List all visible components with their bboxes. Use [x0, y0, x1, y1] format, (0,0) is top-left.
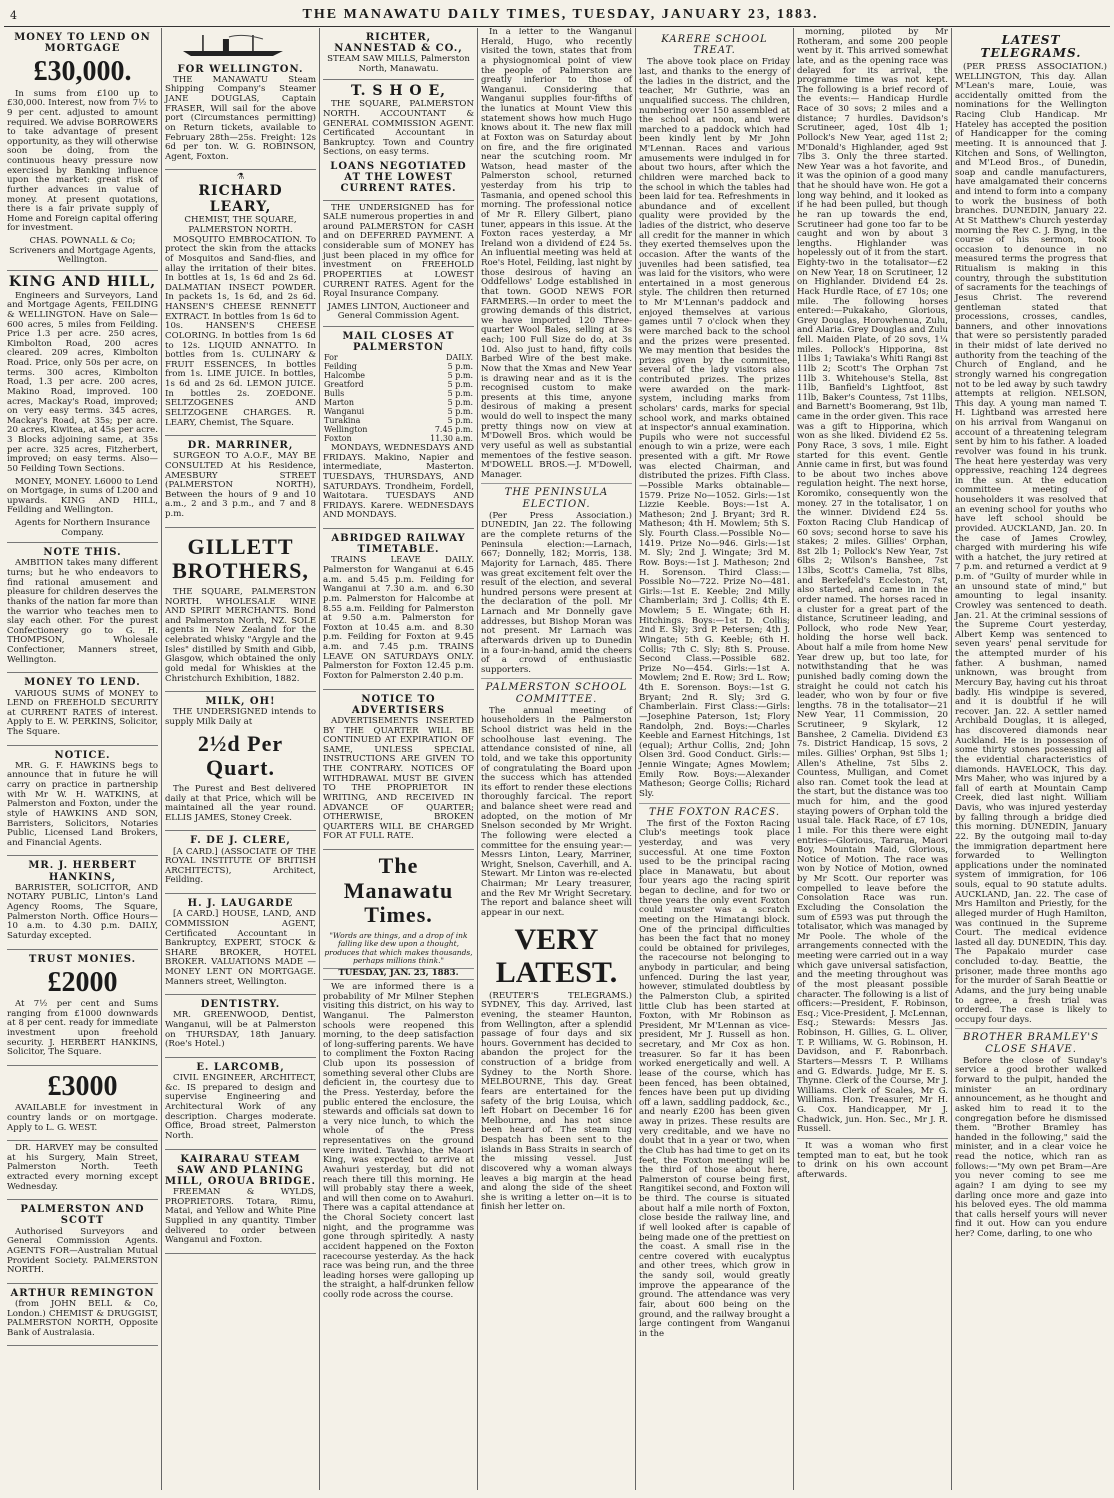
rail-text: TRAINS LEAVE DAILY. Palmerston for Wanganui at 6.45 a.m. and 5.45 p.m. Feilding for Wanganui at 7.30 a.m. and 6.30 p.m. Palmerston for Halcombe at 8.55 a.m. Feilding for Palmerston at 9.50 a.m. Palmerston for Foxton at 10.45 a.m. and 8.30 p.m. Feilding for Foxton at 9.45 a.m. and 7.45 p.m. TRAINS LEAVE ON SATURDAYS ONLY. Palmerston for Foxton 12.45 p.m. Foxton for Palmerston 2.40 p.m. — [323, 555, 474, 681]
local-news-text: In a letter to the Wanganui Herald, Hugo, who recently visited the town, states that from a physiognomical point of view the people of Palmerston are greatly inferior to those of Wanganui. Considering that Wanganui supplies four-fifths of the lunatics at Mount View this statement shows how much Hugo knows about it. The new flax mill at Foxton was on Saturday about on fire, and the fire originated near the scutching room. Mr Watson, head master of the Palmerston school, returned yesterday from his trip to Tasmania, and opened school this morning. The professional notice of Mr R. Ellery Gilbert, piano tuner, appears in this issue. At the Foxton races yesterday, a Mr Ireland won a dividend of £24 5s. An influential meeting was held at Roe's Hotel, Feilding, last night by those desirous of having an Oddfellows' Lodge established in that town. GOOD NEWS FOR FARMERS.—In order to meet the growing demands of this district, we have imported 120 Three-quarter Wool Bales, selling at 3s each; 100 Full Size do do, at 3s 10d. Also just to hand, fifty coils Barbed Wire of the best make. Now that the Xmas and New Year is drawing near and as it is the recognised custom to make presents at this time, anyone desirous of making a present would do well to inspect the many pretty things now on view at M'Dowell Bros. which would be very useful as well as substantial mementoes of the festive season. M'DOWELL BROS.—J. M'Dowell, Manager. — [481, 28, 632, 480]
laugarde-text: [A CARD.] HOUSE, LAND, AND COMMISSION AGENT, Certificated Accountant in Bankruptcy, EXPERT, STOCK & SHARE BROKER, HOTEL BROKER. VALUATIONS MADE — MONEY LENT ON MORTGAGE. Manners street, Wellington. — [165, 909, 316, 987]
note-title: NOTE THIS. — [43, 547, 122, 559]
mail-destination: Turakina — [324, 416, 361, 426]
mail-table — [323, 354, 474, 444]
column-7 — [952, 28, 1110, 1490]
remington-title: ARTHUR REMINGTON — [10, 1287, 155, 1299]
peninsula-text: (Per Press Association.) DUNEDIN, Jan 22. The following are the complete returns of the Peninsula election:—Larnach, 667; Donnelly, 182; Morris, 138. Majority for Larnach, 485. There was great excitement felt over the result of the election, and several hundred persons were present at the declaration of the poll. Mr Larnach and Mr Donnelly gave addresses, but Bishop Moran was not present. Mr Larnach was afterwards driven up to Dunedin in a four-in-hand, amid the cheers of a crowd of enthusiastic supporters. — [481, 510, 632, 675]
shoe-text: THE SQUARE, PALMERSTON NORTH. ACCOUNTANT & GENERAL COMMISSION AGENT. Certificated Accountant in Bankruptcy. Town and Country Sections, on easy terms. — [323, 99, 474, 158]
school-text: The annual meeting of householders in the Palmerston School district was held in the schoolhouse last evening. The attendance consisted of nine, all told, and we take this opportunity of congratulating the Board upon the success which has attended its effort to render these elections thoroughly farcical. The report and balance sheet were read and adopted, on the motion of Mr Snelson seconded by Mr Wright. The following were elected a committee for the ensuing year:—Messrs Linton, Leary, Marriner, Wright, Snelson, Caverhill, and A. Stewart. Mr Linton was re-elected Chairman; Mr Leary treasurer, and the Rev Mr Wright Secretary. The report and balance sheet will appear in our next. — [481, 705, 632, 918]
gillett-title: GILLETT BROTHERS, — [172, 533, 309, 584]
very-latest-text: (REUTER'S TELEGRAMS.) SYDNEY, This day. Arrived, last evening, the steamer Haunton, from Wellington, after a splendid passage of four days and six hours. Government has decided to abandon the project for the construction of a bridge from Sydney to the North Shore. MELBOURNE, This day. Great fears are entertained for the safety of the brig Louisa, which left Hobart on December 16 for Melbourne, and has not since been heard of. The steam tug Despatch has been sent to the islands in Bass Straits in search of the missing vessel. Just discovered why a woman always leaves a big margin at the head and along the side of the sheet she is writing a letter on—it is to finish her letter on. — [481, 990, 632, 1213]
kairarau-title: KAIRARAU STEAM SAW AND PLANING MILL, OROUA BRIDGE. — [165, 1153, 316, 1187]
mail-destination: Foxton — [324, 434, 352, 444]
very-latest-title: VERY LATEST. — [495, 922, 618, 990]
notice-ad — [7, 746, 158, 857]
remington-ad — [7, 1284, 158, 1347]
richter-title: RICHTER, NANNESTAD & CO., — [334, 32, 463, 55]
telegrams-text: (PER PRESS ASSOCIATION.) WELLINGTON, This day. Allan M'Lean's mare, Louie, was accidentally omitted from the nominations for the Wellington Racing Club Handicap. Mr Hateley has accepted the position of Handicapper for the coming meeting. It is announced that J. Kitchen and Sons, of Wellington, and M'Leod Bros., of Dunedin, soap and candle manufacturers, have amalgamated their concerns and intend to form into a company to work the business of both branches. DUNEDIN, January 22. At St Matthew's Church yesterday morning the Rev C. J. Byng, in the course of his sermon, took occasion to denounce in no measured terms the progress that Ritualism is making in this country, through the substitution of sacraments for the teachings of Jesus Christ. The reverend gentleman stated that processions, crosses, candles, banners, and other innovations that were so persistently paraded in their midst of late derived no authority from the teaching of the Church of England, and he strongly warned his congregation not to be led away by such tawdry attempts at religion. NELSON, This day. A young man named T. H. Lightband was arrested here on his arrival from Wanganui on account of a threatening telegram sent by him to his father. A loaded revolver was found in his trunk. The heat here yesterday was very oppressive, reaching 124 degrees in the sun. At the education committee meeting of householders it was resolved that an evening school for youths who have left school should be provided. AUCKLAND, Jan. 20. In the case of James Crowley, charged with murdering his wife with a hatchet, the jury retired at 7 p.m. and returned a verdict at 9 p.m. of "Guilty of murder while in an unsound state of mind," but amounting to legal insanity. Crowley was sentenced to death. Jan. 21. At the criminal sessions of the Supreme Court yesterday, Albert Kemp was sentenced to seven years' penal servitude for the attempted murder of his father. A bushman, named unknown, was brought from Mercury Bay, having cut his throat badly. His windpipe is severed, and it is doubtful if he will recover. Jan. 22. A settler named Archibald Douglas, it is alleged, has discovered diamonds near Auckland. He is in possession of some thirty stones possessing all the evidential characteristics of diamonds. HAVELOCK, This day. Mrs Maher, who was injured by a fall of earth at Mountain Camp Creek, died last night. William Davis, who was injured yesterday by falling through a bridge died this morning. DUNEDIN, January 22. By the outgoing mail to-day the immigration department here forwarded to Wellington applications under the nominated system of immigration, for 106 souls, equal to 90 statute adults. AUCKLAND, Jan. 22. The case of Mrs Hamilton and Priestly, for the alleged murder of Hugh Hamilton, was continued in the Supreme Court. The medical evidence lasted all day. DUNEDIN, This day. The Papakaio murder case concluded to-day. Beattie, the prisoner, made three months ago for the murder of Sarah Beattie or Adams, and the jury being unable to agree, a fresh trial was ordered. The case is likely to occupy four days. — [955, 61, 1107, 1025]
trust-text: At 7½ per cent and Sums ranging from £1000 downwards at 8 per cent. ready for immediate investment upon freehold security. J. HERBERT HANKINS, Solicitor, The Square. — [7, 999, 158, 1058]
rail-title: ABRIDGED RAILWAY TIMETABLE. — [331, 533, 466, 556]
mtl-title: MONEY TO LEND. — [24, 677, 141, 689]
mail-time: 5 p.m. — [447, 389, 473, 399]
money-to-lend-ad — [7, 673, 158, 745]
larcomb-text: CIVIL ENGINEER, ARCHITECT, &c. IS prepared to design and supervise Engineering and Architectural Work of any description. Charges moderate. Office, Broad street, Palmerston North. — [165, 1073, 316, 1141]
marriner-ad — [165, 436, 316, 528]
note-this-ad — [7, 543, 158, 673]
harvey-ad — [7, 1141, 158, 1200]
avail-amount: £3000 — [47, 1070, 118, 1102]
money-ad-amount: £30,000. — [33, 56, 132, 88]
advertisers-ad — [323, 690, 474, 851]
king-hill-title: KING AND HILL, — [8, 273, 157, 290]
mail-destination: For — [324, 353, 338, 363]
mortar-icon: ⚗ — [236, 172, 245, 183]
dentistry-title: DENTISTRY. — [200, 999, 281, 1011]
mail-destination: Greatford — [324, 380, 364, 390]
columns — [4, 28, 1110, 1490]
mail-time: 5 p.m. — [447, 407, 473, 417]
leary-title: RICHARD LEARY, — [198, 183, 283, 215]
masthead-title: THE MANAWATU DAILY TIMES, TUESDAY, JANUARY 23, 1883. — [302, 7, 819, 22]
clere-ad — [165, 831, 316, 894]
larcomb-ad — [165, 1058, 316, 1150]
mail-time: 5 p.m. — [447, 362, 473, 372]
mail-destination: Halcombe — [324, 371, 366, 381]
column-1 — [4, 28, 162, 1490]
rail-ad — [323, 529, 474, 690]
paper-date: TUESDAY, JAN. 23, 1883. — [323, 968, 474, 980]
kairarau-text: FREEMAN & WYLDS, PROPRIETORS. Totara, Rimu, Matai, and Yellow and White Pine Supplied in any quantity. Timber delivered to order between Wanganui and Foxton. — [165, 1187, 316, 1246]
paper-text: We are informed there is a probability of Mr Milner Stephen visiting this district, on his way to Wanganui. The Palmerston schools were reopened this morning, to the deep satisfaction of long-suffering parents. We have to compliment the Foxton Racing Club upon its possession of something several other Clubs are deficient in, the courtesy due to the Press. Yesterday, before the public entered the enclosure, the stewards and officials sat down to a very nice lunch, to which the whole of the Press representatives on the ground were invited. Tawhiao, the Maori King, was expected to arrive at Awahuri yesterday, but did not reach there till this morning. He will probably stay there a week, and will then come on to Awahuri. There was a capital attendance at the Choral Society concert last night, and the programme was gone through spiritedly. A nasty accident happened on the Foxton racecourse yesterday. As the hack race was being run, and the three leading horses were galloping up the straight, a half-drunken fellow coolly rode across the course. — [323, 982, 474, 1301]
hankins-title: MR. J. HERBERT HANKINS, — [28, 860, 137, 883]
foxton-title: THE FOXTON RACES. — [639, 803, 790, 818]
money-ad-sign: CHAS. POWNALL & Co; Scriveners and Mortgage Agents, Wellington. — [9, 236, 156, 266]
bramley-text: Before the close of Sunday's service a good brother walked forward to the pulpit, handed the minister an ordinary announcement, as he thought and asked him to read it to the congregation before he dismissed them. "Brother Bramley has handed in the following," said the minister, and in a clear voice he read the notice, which ran as follows:—"My own pet Bram—Are you never coming to see me again? I am dying to see my darling once more and gaze into his beloved eyes. The old mamma that calls herself yours will never find it out. How can you endure her? Come, darling, to one who — [955, 1055, 1107, 1239]
notice-title: NOTICE. — [54, 749, 111, 761]
shoe-ad — [323, 80, 474, 201]
remington-text: (from JOHN BELL & Co, London.) CHEMIST & DRUGGIST, PALMERSTON NORTH, Opposite Bank of Australasia. — [7, 1298, 158, 1338]
page-number: 4 — [10, 8, 17, 22]
shoe-title: T. S H O E, — [350, 82, 447, 99]
mail-time: 5 p.m. — [447, 371, 473, 381]
mail-time: 11.30 a.m. — [430, 434, 473, 444]
gillett-text: THE SQUARE, PALMERSTON NORTH. WHOLESALE WINE AND SPIRIT MERCHANTS. Bond and Palmerston North, NZ. SOLE agents in New Zealand for the celebrated whisky "Argyle and the Isles" distilled by Smith and Gibb, Glasgow, which obtained the only gold medal for Whiskies at the Christchurch Exhibition, 1882. — [165, 586, 316, 684]
ps-text: Authorised Surveyors and General Commission Agents. AGENTS FOR—Australian Mutual Provident Society. PALMERSTON NORTH. — [7, 1226, 158, 1276]
foxton-continued: morning, piloted by Mr Rotheram, and some 200 people went by it. This arrived somewhat late, and as the opening race was delayed for its arrival, the programme time was not kept. The following is a brief record of the events:— Handicap Hurdle Race of 30 sovs; 2 miles and a distance; 7 hurdles. Davidson's Scrutineer, aged, 10st 4lb 1; Pollock's New Year, aged 11st 2; M'Donald's Highlander, aged 9st 7lbs 3. Only the three started. New Year was a hot favorite, and it was the opinion of a good many that he should have won. He got a long way behind, and it looked as if he had been pulled, but though he ran up towards the end, Scrutineer had gone too far to be caught and won by about 3 lengths. Highlander was hopelessly out of it from the start. Eighty-two in the totalisator—£2 on New Year, 18 on Scrutineer, 12 on Highlander. Dividend £4 2s. Hack Hurdle Race, of £7 10s; one mile. The following horses entered:—Pukakaho, Glorious, Grey Douglas, Horowhenua, Zulu, and Alaria. Grey Douglas and Zulu fell. Maiden Plate, of 20 sovs, 1¼ miles. Pollock's Hipporina, 8st 11lbs 1; Tawiaka's Whiti Rangi 8st 11lb 2; Scott's The Orphan 7st 11lb 3. Whitehouse's Stella, 8st 11lb, Banfield's Lightfoot, 8st 11lb, Baker's Countess, 7st 11lbs, and Barnett's Boomerang, 9st 1lb, came in the order given. This race was a gift to Hipporina, which won as she liked. Dividend £2 5s. Pony Race, 3 sovs, 1 mile. Eight started for this event. Gentle Annie came in first, but was found to be about two inches above regulation height. The next horse, Koromiko, consequently won the money. 27 in the totalisator, 1 on the winner. Dividend £24 5s. Foxton Racing Club Handicap of 60 sovs; second horse to save his stakes; 2 miles. Gillies' Orphan, 8st 2lb 1; Pollock's New Year, 7st 6lbs 2; Wilson's Banshee, 7st 13lbs, Scott's Camelia, 7st 8lbs, and Berkefeld's Eccleston, 7st, also started, and came in in the order named. The horses raced in a cluster for a great part of the distance, Scrutineer leading, and Pollock, who rode New Year, holding the horse well back. About half a mile from home New Year drew up, but too late, for notwithstanding that he was punished badly coming down the straight he could not catch his leader, who won by four or five lengths. 78 in the totalisator—21 New Year, 11 Commission, 20 Scrutineer, 9 Skylark, 12 Banshee, 2 Camelia. Dividend £3 7s. District Handicap, 15 sovs, 2 miles. Gillies' Orphan, 9st 5lbs 1; Allen's Atheline, 7st 5lbs 2. Countess, Mulligan, and Comet also ran. Comet took the lead at the start, but the distance was too much for him, and the good staying powers of Orphan told the usual tale. Hack Race, of £7 10s, 1 mile. For this there were eight entries—Glorious, Tararua, Maori Boy, Mountain Maid, Glorious, Notice of Motion. The race was won by Notice of Motion, owned by Mr Scott. Our reporter was compelled to leave before the Consolation Race was run. Excluding the Consolation the sum of £593 was put through the totalisator, which was managed by Mr Poole. The whole of the arrangements connected with the meeting were carried out in a way which gave universal satisfaction, and the meeting throughout was of the most pleasant possible character. The following is a list of officers:—President, F. Robinson, Esq.; Vice-President, J. McLennan, Esq.; Stewards: Messrs Jas. Robinson, H. Gillies, G. L. Oliver, T. P. Williams, W. G. Robinson, H. Davidson, and F. Rabonrbach. Starters—Messrs T. P. Williams and G. Edwards. Judge, Mr E. S. Thynne. Clerk of the Course, Mr J. Williams. Clerk of Scales, Mr G. Williams. Hon. Treasurer, Mr H. G. Cox. Handicapper, Mr J. Chadwick, jun. Hon. Sec., Mr J. R. Russell. — [797, 28, 948, 1135]
leary-items: MOSQUITO EMBROCATION. To protect the skin from the attacks of Mosquitos and Sand-flies, and allay the irritation of their bites. In bottles at 1s, 1s 6d and 2s 6d. DALMATIAN INSECT POWDER. In packets 1s, 1s 6d, and 2s 6d. HANSEN'S CHEESE RENNETT EXTRACT. In bottles from 1s 6d to 10s. HANSEN'S CHEESE COLORING. In bottles from 1s 6d to 12s. LIQUID ANNATTO. In bottles from 1s. CULINARY & FRUIT ESSENCES, In bottles from 1s. LIME JUICE. In bottles, 1s 6d and 2s 6d. LEMON JUICE. In bottles 2s. ZOEDONE. SELTZOGENES AND SELTZOGENE CHARGES. R. LEARY, Chemist, The Square. — [165, 234, 316, 428]
mail-destination: Marton — [324, 398, 354, 408]
king-hill-text: Engineers and Surveyors, Land and Mortgage Agents, FEILDING & WELLINGTON. Have on Sale— 600 acres, 5 miles from Feilding. Price 1.3 per acre. 250 acres, Kimbolton Road, 200 acres cleared. 209 acres, Kimbolton Road. Price, only 50s per acre, on terms. 300 acres, Kimbolton Road, 1.3 per acre. 200 acres, Makino Road, improved. 100 acres, Mackay's Road, improved; on very easy terms. 345 acres, Mackay's Road, at 35s; per acre. 20 acres, Kiwitea, at 45s per acre. 3 Blocks adjoining same, at 35s per acre. 325 acres, Fitzherbert, improved; on easy terms. Also—50 Feilding Town Sections. — [7, 290, 158, 474]
gillett-ad — [165, 528, 316, 693]
loans-title: LOANS NEGOTIATED AT THE LOWEST CURRENT RATES. — [330, 161, 467, 195]
mail-destination: Feilding — [324, 362, 357, 372]
larcomb-title: E. LARCOMB, — [196, 1061, 285, 1073]
mail-time: 5 p.m. — [447, 398, 473, 408]
avail-text: AVAILABLE for investment in country lands or on mortgage. Apply to L. G. WEST. — [7, 1103, 158, 1133]
marriner-text: SURGEON TO A.O.F., MAY BE CONSULTED At his Residence, AMESBURY STREET (PALMERSTON NORTH), Between the hours of 9 and 10 a.m., 2 and 3 p.m., and 7 and 8 p.m. — [165, 451, 316, 520]
ship-title: FOR WELLINGTON. — [177, 63, 304, 75]
king-hill-money: MONEY, MONEY. L6000 to Lend on Mortgage, in sums of L200 and upwards. KING AND HILL, Feilding and Wellington. — [7, 476, 158, 516]
mail-ad — [323, 327, 474, 529]
column-6 — [794, 28, 952, 1490]
column-2 — [162, 28, 320, 1490]
mail-time: 5 p.m. — [447, 380, 473, 390]
paper-title: The Manawatu Times. — [343, 853, 454, 928]
mail-time: DAILY. — [446, 353, 473, 363]
laugarde-ad — [165, 894, 316, 995]
newspaper-page — [4, 4, 1110, 1490]
leary-ad — [165, 170, 316, 436]
clere-text: [A CARD.] (ASSOCIATE OF THE ROYAL INSTITUTE OF BRITISH ARCHITECTS), Architect, Feilding. — [165, 846, 316, 886]
milk-title: MILK, OH! — [205, 696, 276, 708]
notice-text: MR. G. F. HAWKINS begs to announce that in future he will carry on practice in partnership with Mr W. H. WATKINS, at Palmerston and Foxton, under the style of HAWKINS AND SON, Barristers, Solicitors, Notaries Public, Licensed Land Brokers, and Financial Agents. — [7, 760, 158, 848]
richter-text: STEAM SAW MILLS, Palmerston North, Manawatu. — [327, 54, 470, 74]
kairarau-ad — [165, 1150, 316, 1254]
avail-ad — [7, 1066, 158, 1141]
paper-motto: "Words are things, and a drop of ink falling like dew upon a thought, produces that which makes thousands, perhaps millions think." — [324, 930, 473, 966]
ship-text: THE MANAWATU Steam Shipping Company's Steamer JANE DOUGLAS, Captain FRASER, Will sail for the above port (Circumstances permitting) on Return tickets, available to February 28th—25s. Freight: 12s 6d per ton. W. G. ROBINSON, Agent, Foxton. — [165, 74, 316, 162]
king-hill-ad — [7, 271, 158, 543]
ps-title: PALMERSTON AND SCOTT — [20, 1204, 145, 1227]
mail-time: 5 p.m. — [447, 416, 473, 426]
ps-ad — [7, 1200, 158, 1284]
editorial — [323, 854, 474, 1301]
column-5 — [636, 28, 794, 1490]
dentistry-ad — [165, 995, 316, 1058]
mail-destination: Bulls — [324, 389, 345, 399]
mail-title: MAIL CLOSES AT PALMERSTON — [342, 331, 455, 354]
linton-ad — [323, 201, 474, 328]
laugarde-title: H. J. LAUGARDE — [187, 898, 294, 910]
karere-text: The above took place on Friday last, and thanks to the energy of the ladies in the district, and the teacher, Mr Guthrie, was an unqualified success. The children, numbering over 150 assembled at the school at noon, and were marched to a paddock which had been kindly lent by Mr John M'Lennan. Races and various amusements were indulged in for about two hours, after which the children were marched back to the school in which the tables had been laid for tea. Refreshments in abundance and of excellent quality were provided by the ladies of the district, who deserve all credit for the manner in which they exerted themselves upon the occasion. After the wants of the juveniles had been satisfied, tea was laid for the visitors, who were entertained in a most generous style. The children then returned to Mr M'Lennan's paddock and enjoyed themselves at various games until 7 o'clock when they were marched back to the school and the prizes were presented. We may mention that besides the prizes given by the committee, several of the lady visitors also contributed prizes. The prizes were awarded on the mark-system, including marks from scholars' cards, marks for special school work, and marks obtained at inspector's annual examination. Pupils who were not successful enough to win a prize, were each presented with a gift. Mr Rowe was elected Chairman, and distributed the prizes. Fifth Class.—Possible Marks obtainable—1579. Prize No—1052. Girls:—1st Lizzie Keeble. Boys:—1st A. Matheson; 2nd J. Bryant; 3rd R. Matheson; 4th H. Mowlem; 5th S. Sly. Fourth Class.—Possible No—1419. Prize No—946. Girls:—1st M. Sly; 2nd J. Wingate; 3rd M. Row. Boys:—1st J. Matheson; 2nd H. Sorenson. Third Class:—Possible No—722. Prize No—481. Girls:—1st E. Keeble; 2nd Milly Chamberlain; 3rd J. Collis; 4th E. Mowlem; 5 E. Wingate; 6th H. Hitchings. Boys:—1st D. Collis; 2nd E. Sly; 3rd P. Petersen; 4th J. Wingate; 5th G. Keeble; 6th H. Collis; 7th C. Sly; 8th S. Prouse. Second Class.—Possible 682. Prize No—454. Girls:—1st A. Mowlem; 2nd E. Row; 3rd L. Row; 4th E. Sorenson. Boys:—1st G. Bryant; 2nd R. Sly; 3rd G. Chamberlain. First Class:—Girls:—Josephine Paterson, 1st; Flory Randolph, 2nd. Boys:—Charles Keeble and Earnest Hitchings, 1st (equal); Arthur Collis, 2nd; John Olsen 3rd. Good Conduct. Girls:—Jennie Wingate; Agnes Mowlem; Emily Row. Boys:—Alexander Matheson; George Collis; Richard Sly. — [639, 57, 790, 799]
adv-title: NOTICE TO ADVERTISERS — [351, 693, 446, 716]
masthead — [4, 4, 1110, 27]
note-text: AMBITION takes many different turns; but he who endeavors to find rational amusement and pleasure for children deserves the thanks of the nation far more than the warrior who teaches men to slay each other. For the purest Confectionery go to G. H. THOMPSON, Wholesale Confectioner, Manners street, Wellington. — [7, 558, 158, 665]
marriner-title: DR. MARRINER, — [187, 440, 294, 452]
money-ad — [7, 28, 158, 271]
column-4 — [478, 28, 636, 1490]
telegrams-title: LATEST TELEGRAMS. — [980, 33, 1082, 61]
mail-destination: Wanganui — [324, 407, 365, 417]
leary-text: CHEMIST, THE SQUARE, PALMERSTON NORTH. — [184, 215, 297, 236]
richter-ad — [323, 28, 474, 80]
mail-text: MONDAYS, WEDNESDAYS AND FRIDAYS. Makino, Napier and intermediate, Masterton. TUESDAYS, THURSDAYS, AND SATURDAYS. Trondheim, Fordell, Waitotara. TUESDAYS AND FRIDAYS. Karere. WEDNESDAYS AND MONDAYS. — [323, 443, 474, 521]
peninsula-title: THE PENINSULA ELECTION. — [481, 483, 632, 509]
dentistry-text: MR. GREENWOOD, Dentist, Wanganui, will be at Palmerston on THURSDAY, 18th January. (Roe's Hotel.) — [165, 1010, 316, 1050]
money-ad-title: MONEY TO LEND ON MORTGAGE — [14, 32, 151, 55]
steamship-icon — [165, 33, 301, 57]
ship-ad — [165, 28, 316, 170]
linton-sign: JAMES LINTON, Auctioneer and General Commission Agent. — [327, 301, 470, 322]
trust-ad — [7, 950, 158, 1066]
king-hill-agents: Agents for Northern Insurance Company. — [15, 518, 150, 538]
karere-title: KARERE SCHOOL TREAT. — [661, 34, 768, 57]
milk-price: 2½d Per Quart. — [197, 730, 284, 781]
trust-title: TRUST MONIES. — [28, 953, 137, 965]
clere-title: F. DE J. CLERE, — [190, 835, 291, 847]
mail-time: 7.45 p.m. — [434, 425, 473, 435]
harvey-text: DR. HARVEY may be consulted at his Surgery, Main Street, Palmerston North. Teeth extracted every morning except Wednesday. — [7, 1143, 158, 1192]
mail-destination: Wellington — [324, 425, 368, 435]
school-title: PALMERSTON SCHOOL COMMITTEE. — [481, 678, 632, 704]
hankins-text: BARRISTER, SOLICITOR, AND NOTARY PUBLIC, Linton's Land Agency Rooms, The Square, Palmerston North. Office Hours—10 a.m. to 4.30 p.m. DAILY, Saturday excepted. — [7, 882, 158, 941]
mtl-text: VARIOUS SUMS of MONEY to LEND on FREEHOLD SECURITY at CURRENT RATES of interest. Apply to E. W. PERKINS, Solicitor, The Square. — [7, 688, 158, 738]
milk-text2: The Purest and Best delivered daily at that Price, which will be maintained all the year round. ELLIS JAMES, Stoney Creek. — [165, 783, 316, 823]
adv-text: ADVERTISEMENTS INSERTED BY THE QUARTER WILL BE CONTINUED AT EXPIRATION OF SAME, UNLESS SPECIAL INSTRUCTIONS ARE GIVEN TO THE CONTRARY. NOTICES OF WITHDRAWAL MUST BE GIVEN TO THE PROPRIETOR IN WRITING, AND RECEIVED IN ADVANCE OF QUARTER; OTHERWISE, BROKEN QUARTERS WILL BE CHARGED FOR AT FULL RATE. — [323, 715, 474, 842]
linton-text: THE UNDERSIGNED has for SALE numerous properties in and around PALMERSTON for CASH and on DEFERRED PAYMENT. A considerable sum of MONEY has just been placed in my office for investment on FREEHOLD PROPERTIES at LOWEST CURRENT RATES. Agent for the Royal Insurance Company. — [323, 202, 474, 300]
milk-text: THE UNDERSIGNED intends to supply Milk Daily at — [165, 707, 316, 728]
bramley-title: BROTHER BRAMLEY'S CLOSE SHAVE. — [955, 1028, 1107, 1054]
money-ad-text: In sums from £100 up to £30,000. Interest, now from 7½ to 9 per cent. adjusted to amount required. We advise BORROWERS to take advantage of present opportunity, as they will otherwise soon be doing, from the continuous heavy pressure now exercised by Banking influence upon the market: great risk of further advances in value of money. At present quotations, there is a fair private supply of Home and Foreign capital offering for investment. — [7, 88, 158, 234]
hankins-ad — [7, 856, 158, 949]
joke-text: It was a woman who first tempted man to eat, but he took to drink on his own account afterwards. — [797, 1138, 948, 1181]
foxton-text: The first of the Foxton Racing Club's meetings took place yesterday, and was very successful. At one time Foxton used to be the principal racing place in Manawatu, but about four years ago the racing spirit began to decline, and for two or three years the only event Foxton could muster was a scratch meeting on the Himatangi block. One of the principal difficulties has been the fact that no money could be obtained for privileges, the racecourse not belonging to anybody in particular, and being unfenced. During the last year, however, stimulated doubtless by the Palmerston Club, a spirited little Club has been started at Foxton, with Mr Robinson as President, Mr M'Lennan as vice-president, Mr J. Russell as hon. secretary, and Mr Cox as hon. treasurer. So far it has been worked energetically and well. A lease of the course, which has been fenced, has been obtained, fences have been put up dividing off a lawn, saddling paddock, &c., and nearly £200 has been given away in prizes. These results are very creditable, and we have no doubt that in a year or two, when the Club has had time to get on its feet, the Foxton meeting will be the third of those about here, Palmerston of course being first, Rangitikei second, and Foxton will be third. The course is situated about half a mile north of Foxton, close beside the railway line, and if well looked after is capable of being made one of the prettiest on the coast. A small rise in the centre covered with eucalyptus and other trees, which grow in the sandy soil, would greatly improve the appearance of the ground. The attendance was very fair, about 600 being on the ground, and the railway brought a large contingent from Wanganui in the — [639, 818, 790, 1339]
trust-amount: £2000 — [47, 966, 118, 998]
column-3 — [320, 28, 478, 1490]
milk-ad — [165, 692, 316, 831]
